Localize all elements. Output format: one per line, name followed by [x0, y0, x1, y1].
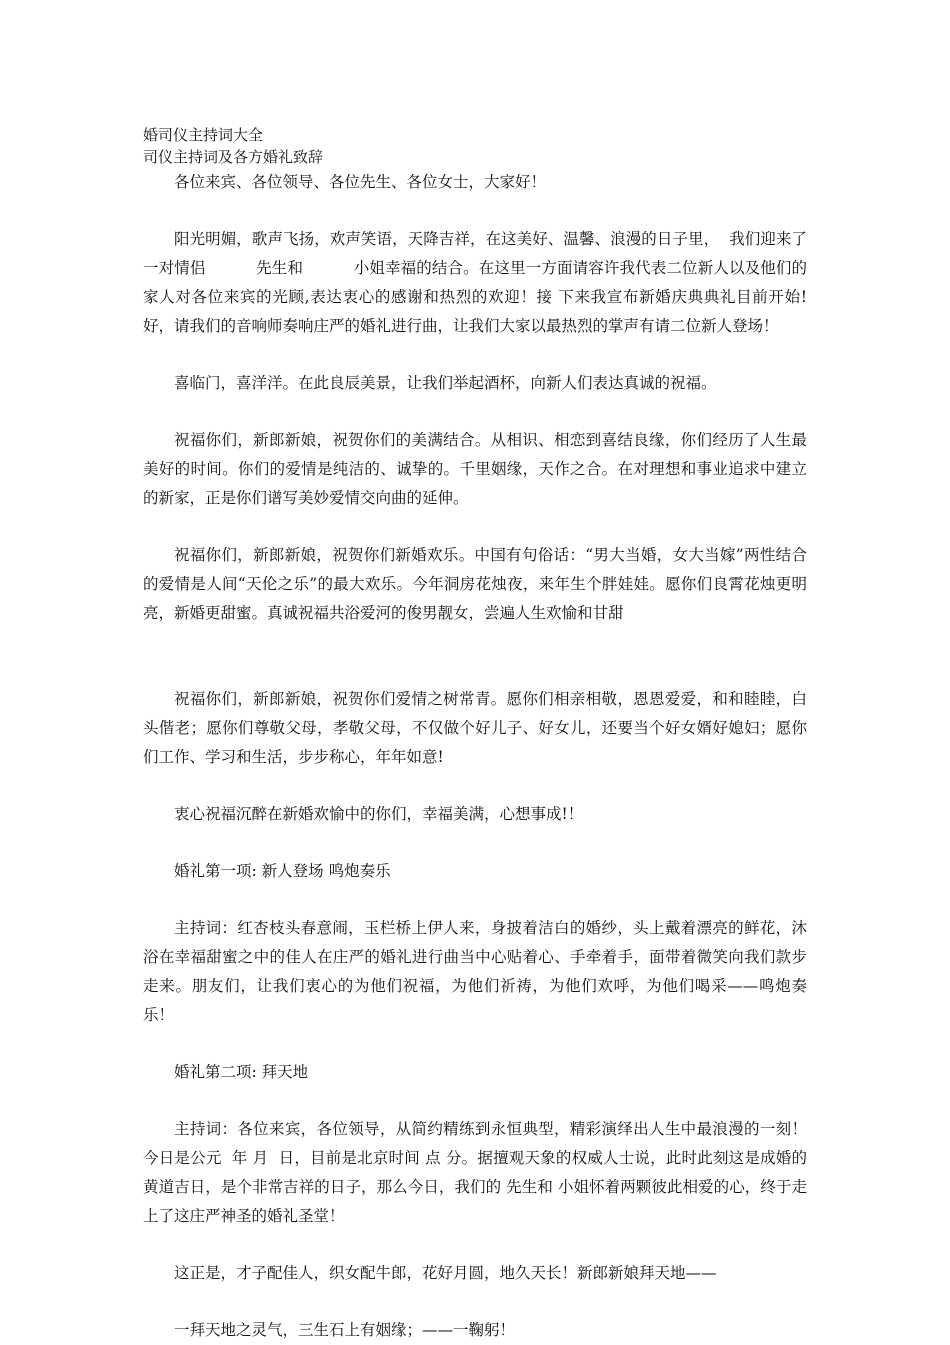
section-heading-1: 婚礼第一项: 新人登场 鸣炮奏乐	[174, 862, 391, 880]
paragraph-blessing-3: 祝福你们，新郎新娘，祝贺你们爱情之树常青。愿你们相亲相敬，恩恩爱爱，和和睦睦，白头偕老；愿你们尊敬父母，孝敬父母，不仅做个好儿子、好女儿，还要当个好女婿好媳妇；愿你们工作、学习和生活，步步称心，年年如意!	[143, 690, 807, 766]
section-heading-2: 婚礼第二项: 拜天地	[174, 1063, 309, 1081]
paragraph-blessing-2: 祝福你们，新郎新娘，祝贺你们新婚欢乐。中国有句俗话：“男大当婚，女大当嫁”两性结合的爱情是人间“天伦之乐”的最大欢乐。今年洞房花烛夜，来年生个胖娃娃。愿你们良霄花烛更明亮，新婚更甜蜜。真诚祝福共浴爱河的俊男靓女，尝遍人生欢愉和甘甜	[143, 546, 807, 622]
document-page	[143, 124, 807, 1345]
paragraph-toast: 喜临门，喜洋洋。在此良辰美景，让我们举起酒杯，向新人们表达真诚的祝福。	[174, 374, 717, 392]
paragraph-host-1: 主持词：红杏枝头春意闹，玉栏桥上伊人来，身披着洁白的婚纱，头上戴着漂亮的鲜花，沐浴在幸福甜蜜之中的佳人在庄严的婚礼进行曲当中心贴着心、手牵着手，面带着微笑向我们款步走来。朋友们，让我们衷心的为他们祝福，为他们祈祷，为他们欢呼，为他们喝采——鸣炮奏乐！	[143, 919, 807, 1024]
paragraph-wishes: 衷心祝福沉醉在新婚欢愉中的你们，幸福美满，心想事成!！	[174, 805, 584, 823]
document-subtitle: 司仪主持词及各方婚礼致辞	[143, 148, 324, 166]
paragraph-first-bow: 一拜天地之灵气，三生石上有姻缘；——一鞠躬！	[174, 1321, 516, 1339]
document-title: 婚司仪主持词大全	[143, 126, 264, 144]
paragraph-blessing-1: 祝福你们，新郎新娘，祝贺你们的美满结合。从相识、相恋到喜结良缘，你们经历了人生最美好的时间。你们的爱情是纯洁的、诚挚的。千里姻缘，天作之合。在对理想和事业追求中建立的新家，正是你们谱写美妙爱情交向曲的延伸。	[143, 431, 807, 507]
paragraph-host-2: 主持词：各位来宾，各位领导，从简约精练到永恒典型，精彩演绎出人生中最浪漫的一刻！今日是公元 年 月 日，目前是北京时间 点 分。据擅观天象的权威人士说，此时此刻这是成婚的黄道吉日，是个非常吉祥的日子，那么今日，我们的 先生和 小姐怀着两颗彼此相爱的心，终于走上了这庄严神圣的婚礼圣堂！	[143, 1120, 807, 1225]
paragraph-bow-intro: 这正是，才子配佳人，织女配牛郎，花好月圆，地久天长！新郎新娘拜天地——	[174, 1264, 717, 1282]
paragraph-greeting: 各位来宾、各位领导、各位先生、各位女士，大家好！	[174, 173, 547, 191]
paragraph-opening: 阳光明媚，歌声飞扬，欢声笑语，天降吉祥，在这美好、温馨、浪漫的日子里， 我们迎来了一对情侣 先生和 小姐幸福的结合。在这里一方面请容许我代表二位新人以及他们的家人对各位来宾的光顾,表达衷心的感谢和热烈的欢迎！接 下来我宣布新婚庆典典礼目前开始!好，请我们的音响师奏响庄严的婚礼进行曲，让我们大家以最热烈的掌声有请二位新人登场！	[143, 230, 807, 335]
